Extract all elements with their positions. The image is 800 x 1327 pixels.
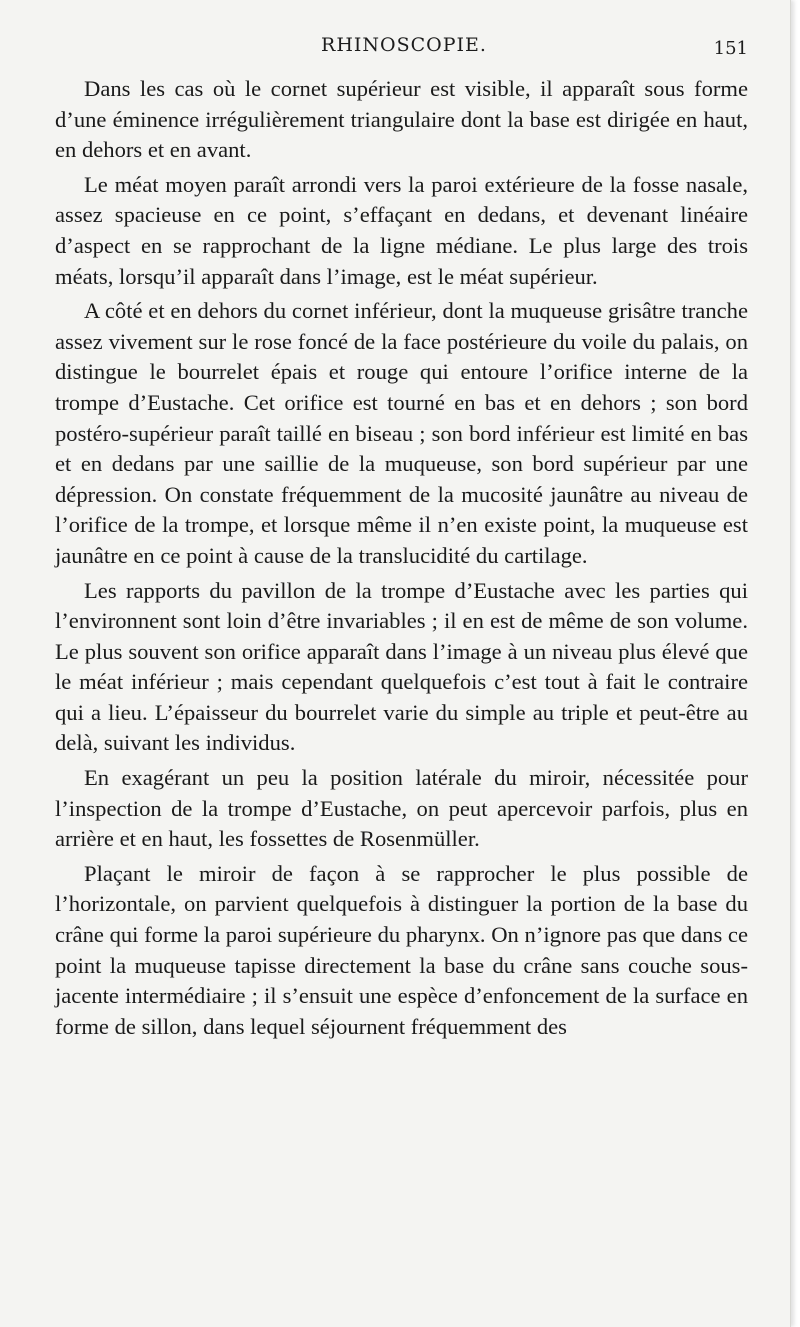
page-header (60, 30, 748, 64)
paragraph: Le méat moyen paraît arrondi vers la paroi extérieure de la fosse nasale, assez spacieuse en ce point, s’effaçant en dedans, et devenant linéaire d’aspect en se rapprochant de la ligne médiane. Le plus large des trois méats, lorsqu’il apparaît dans l’image, est le méat supérieur. (55, 171, 748, 289)
paragraph: A côté et en dehors du cornet inférieur, dont la muqueuse grisâtre tranche assez vivement sur le rose foncé de la face postérieure du voile du palais, on distingue le bourrelet épais et rouge qui entoure l’orifice interne de la trompe d’Eustache. Cet orifice est tourné en bas et en dehors ; son bord postéro-supérieur paraît taillé en biseau ; son bord inférieur est limité en bas et en dedans par une saillie de la muqueuse, son bord supérieur par une dépression. On constate fréquemment de la mucosité jaunâtre au niveau de l’orifice de la trompe, et lorsque même il n’en existe point, la muqueuse est jaunâtre en ce point à cause de la translucidité du cartilage. (55, 298, 748, 568)
paragraph: Dans les cas où le cornet supérieur est visible, il apparaît sous forme d’une éminence irrégulièrement triangulaire dont la base est dirigée en haut, en dehors et en avant. (55, 76, 748, 163)
body-text (55, 74, 748, 1046)
paragraph: Les rapports du pavillon de la trompe d’Eustache avec les parties qui l’environnent sont loin d’être invariables ; il en est de même de son volume. Le plus souvent son orifice apparaît dans l’image à un niveau plus élevé que le méat inférieur ; mais cependant quelquefois c’est tout à fait le contraire qui a lieu. L’épaisseur du bourrelet varie du simple au triple et peut-être au delà, suivant les individus. (55, 577, 748, 756)
page-number: 151 (713, 38, 748, 59)
paragraph: Plaçant le miroir de façon à se rapprocher le plus possible de l’horizontale, on parvient quelquefois à distinguer la portion de la base du crâne qui forme la paroi supérieure du pharynx. On n’ignore pas que dans ce point la muqueuse tapisse directement la base du crâne sans couche sous-jacente intermédiaire ; il s’ensuit une espèce d’enfoncement de la surface en forme de sillon, dans lequel séjournent fréquemment des (55, 860, 748, 1039)
running-title: RHINOSCOPIE. (321, 34, 487, 56)
paragraph: En exagérant un peu la position latérale du miroir, nécessitée pour l’inspection de la trompe d’Eustache, on peut apercevoir parfois, plus en arrière et en haut, les fossettes de Rosenmüller. (55, 765, 748, 852)
